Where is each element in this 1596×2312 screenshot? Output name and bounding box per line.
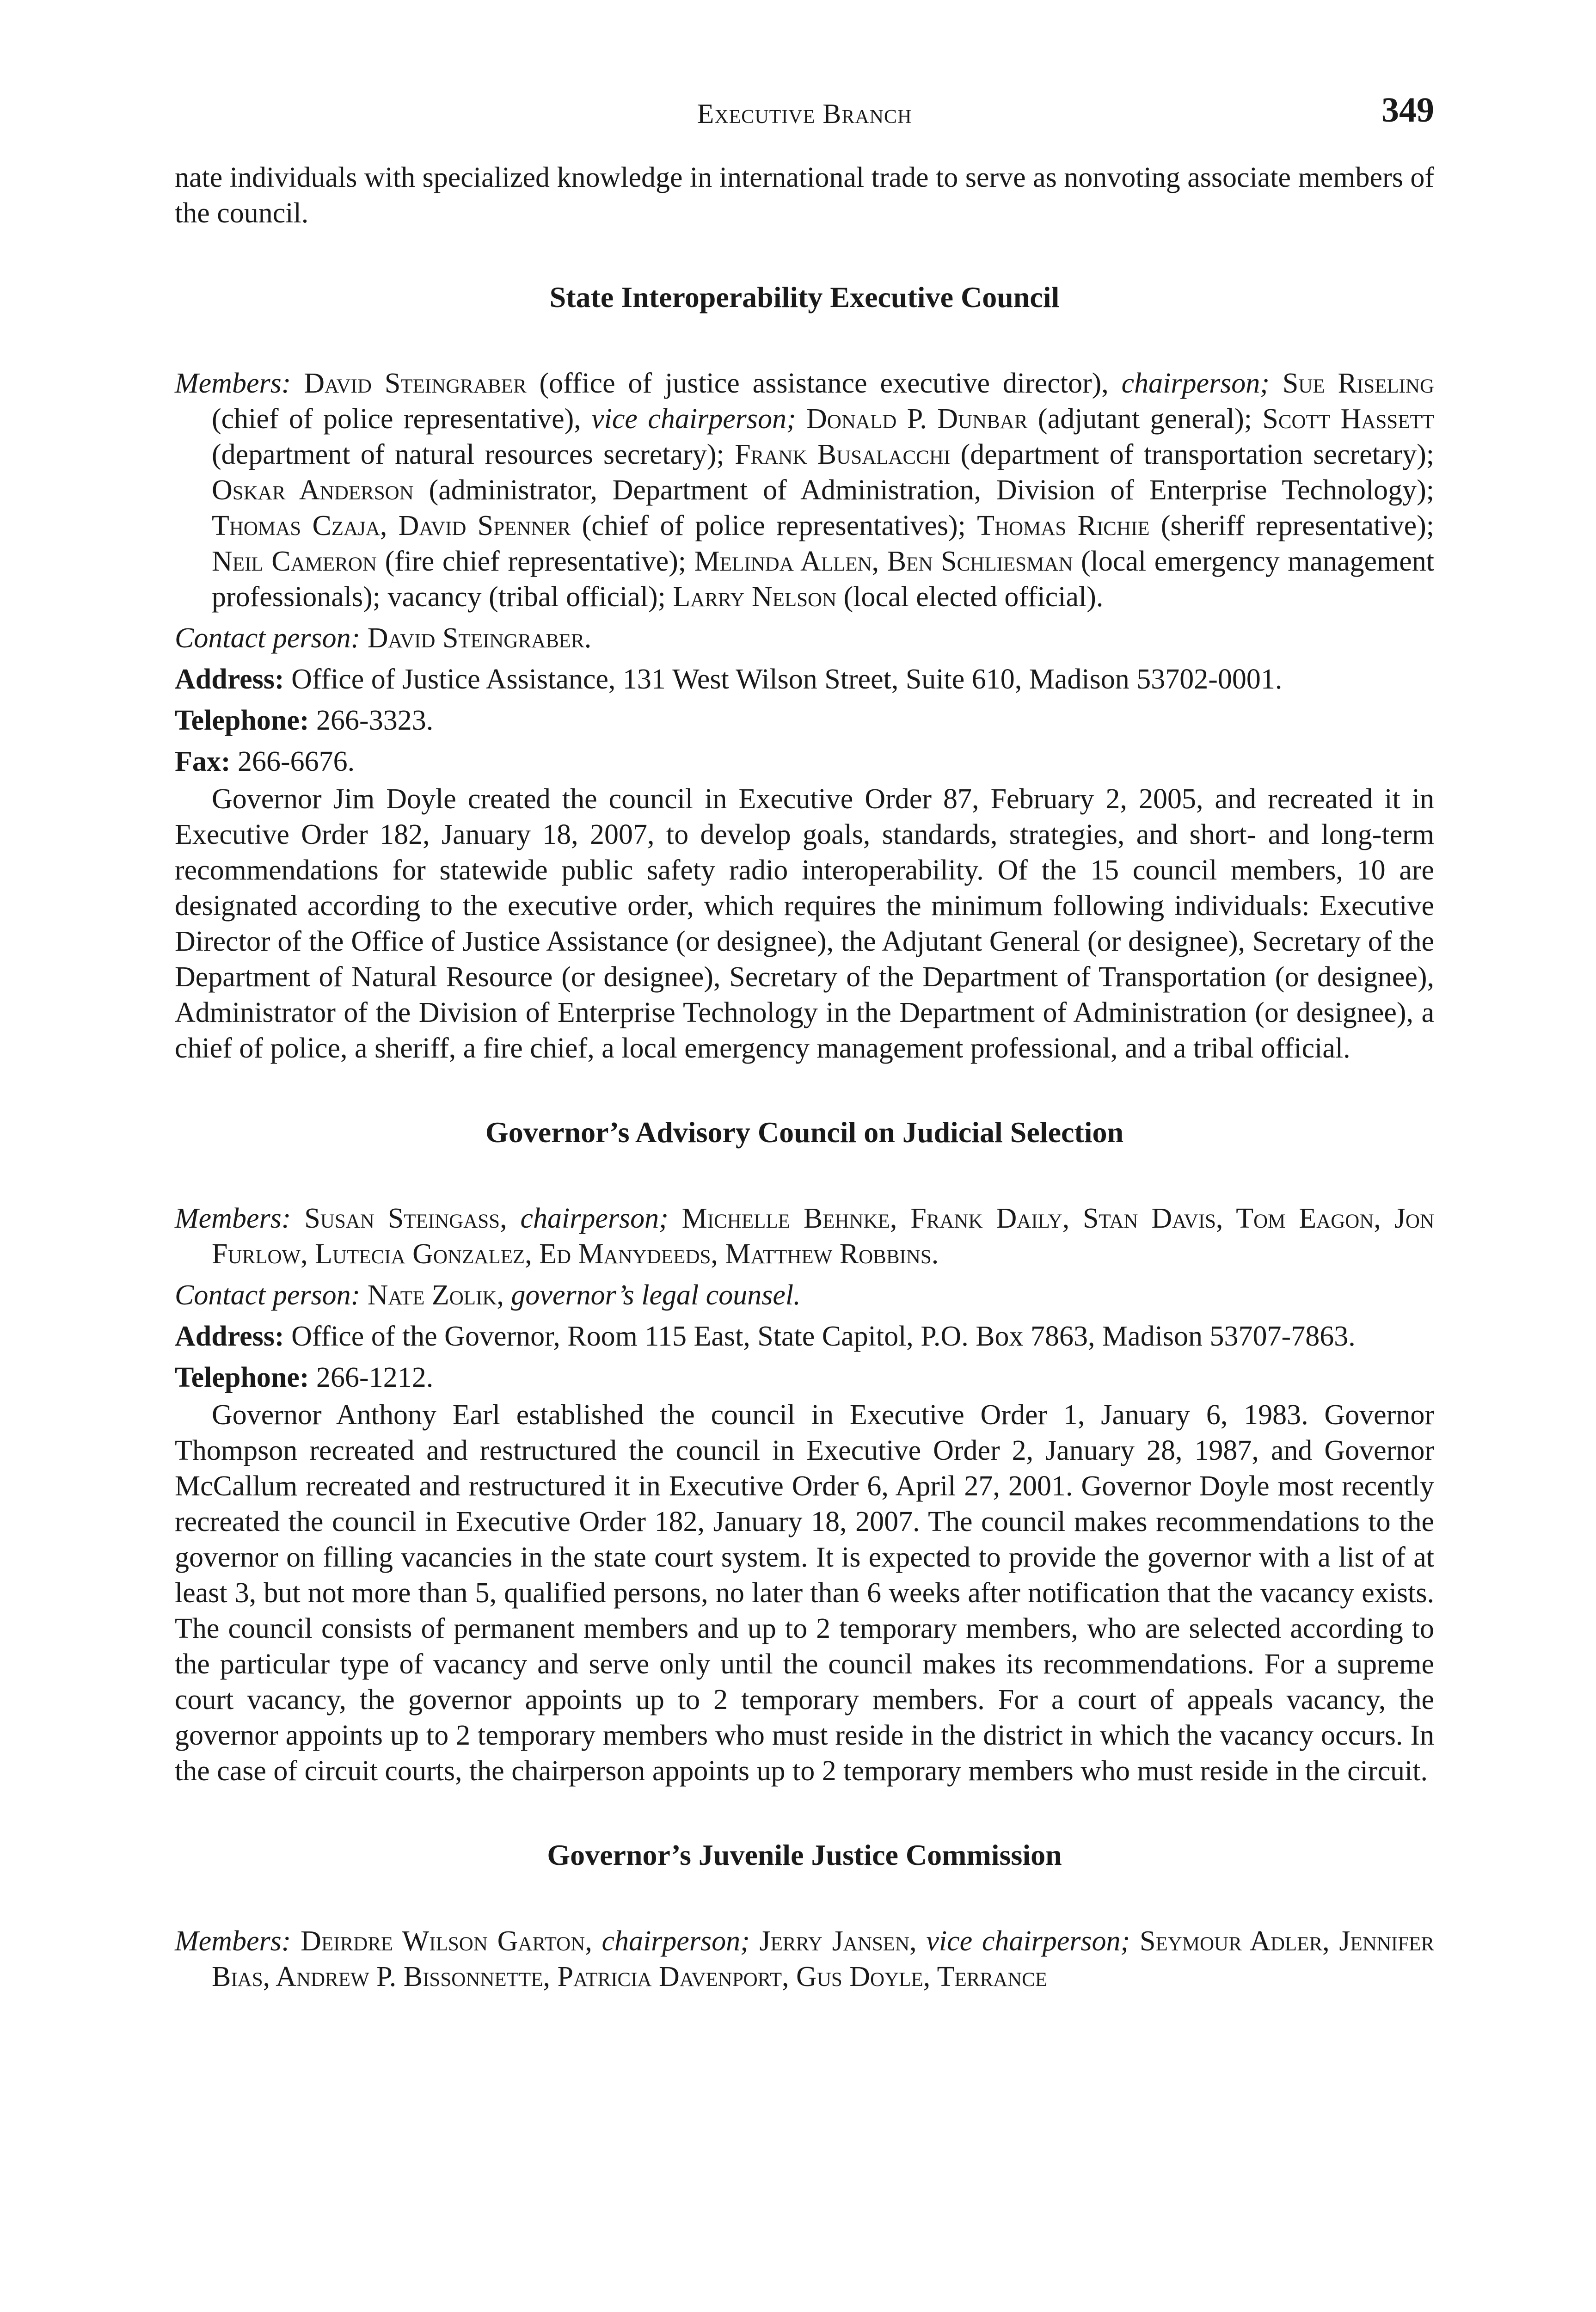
member-description: (chief of police representative),	[212, 403, 592, 435]
member-role: chairperson;	[602, 1925, 750, 1957]
members-label: Members:	[175, 1203, 291, 1234]
contact-title: governor’s legal counsel.	[511, 1279, 801, 1311]
contact-person	[175, 621, 1434, 656]
telephone	[175, 1360, 1434, 1396]
section-title: State Interoperability Executive Council	[549, 281, 1060, 314]
member-description: (local emergency management professionals); vacancy (tribal official);	[212, 546, 1434, 613]
member-name: Neil Cameron	[212, 546, 377, 577]
member-name: Seymour Adler, Jennifer Bias, Andrew P. Bissonnette, Patricia Davenport, Gus Doyle, Terrance	[212, 1925, 1435, 1992]
member-name: Deirdre Wilson Garton	[301, 1925, 585, 1957]
section-juvenile-justice	[175, 1837, 1434, 1995]
section-state-interoperability	[175, 279, 1434, 1066]
members-entries	[212, 1203, 1434, 1270]
member-role: vice chairperson;	[926, 1925, 1130, 1957]
member-name: Michelle Behnke, Frank Daily, Stan Davis, Tom Eagon, Jon Furlow, Lutecia Gonzalez, Ed Manydeeds, Matthew Robbins.	[212, 1203, 1434, 1270]
member-description: ,	[585, 1925, 602, 1957]
fax-label: Fax:	[175, 746, 231, 777]
member-description: (adjutant general);	[1027, 403, 1263, 435]
telephone-label: Telephone:	[175, 705, 309, 736]
member-role: chairperson;	[1121, 368, 1270, 399]
member-name: Sue Riseling	[1282, 368, 1435, 399]
section-title: Governor’s Juvenile Justice Commission	[547, 1839, 1062, 1871]
contact-name: Nate Zolik	[367, 1279, 497, 1311]
member-description: (local elected official).	[836, 581, 1104, 613]
member-name: Scott Hassett	[1262, 403, 1434, 435]
fax-value: 266-6676.	[238, 746, 355, 777]
document-page	[175, 92, 1434, 1995]
member-description: (department of natural resources secretary);	[212, 439, 735, 470]
members-list	[175, 366, 1434, 615]
page-header	[175, 92, 1434, 143]
members-list	[175, 1201, 1434, 1272]
member-description: (chief of police representatives);	[571, 510, 977, 541]
member-name: Larry Nelson	[673, 581, 837, 613]
member-name: Thomas Czaja, David Spenner	[212, 510, 571, 541]
telephone	[175, 703, 1434, 738]
section-body: Governor Jim Doyle created the council in Executive Order 87, February 2, 2005, and recreated it in Executive Order 182, January 18, 2007, to develop goals, standards, strategies, and short- and long-term recommendations for statewide public safety radio interoperability. Of the 15 council members, 10 are designated according to the executive order, which requires the minimum following individuals: Executive Director of the Office of Justice Assistance (or designee), the Adjutant General (or designee), Secretary of the Department of Natural Resource (or designee), Secretary of the Department of Transportation (or designee), Administrator of the Division of Enterprise Technology in the Department of Administration (or designee), a chief of police, a sheriff, a fire chief, a local emergency management professional, and a tribal official.	[175, 783, 1434, 1064]
member-description: (fire chief representative);	[376, 546, 694, 577]
member-name: Donald P. Dunbar	[806, 403, 1028, 435]
contact-person	[175, 1278, 1434, 1313]
member-description: (department of transportation secretary);	[950, 439, 1435, 470]
member-description: (office of justice assistance executive director),	[526, 368, 1122, 399]
member-description: (sheriff representative);	[1149, 510, 1434, 541]
intro-paragraph: nate individuals with specialized knowledge in international trade to serve as nonvoting associate members of the council.	[175, 162, 1434, 229]
members-label: Members:	[175, 1925, 291, 1957]
member-name: Frank Busalacchi	[735, 439, 951, 470]
member-description: ,	[500, 1203, 521, 1234]
address-label: Address:	[175, 664, 284, 695]
member-role: chairperson;	[520, 1203, 669, 1234]
member-name: Thomas Richie	[977, 510, 1150, 541]
telephone-value: 266-3323.	[316, 705, 434, 736]
members-entries	[212, 1925, 1434, 1992]
member-name: Jerry Jansen	[759, 1925, 910, 1957]
contact-name: David Steingraber.	[367, 622, 592, 654]
running-title: Executive Branch	[697, 98, 912, 129]
section-title: Governor’s Advisory Council on Judicial Selection	[485, 1116, 1124, 1149]
fax	[175, 744, 1434, 780]
member-role: vice chairperson;	[591, 403, 796, 435]
address	[175, 1319, 1434, 1354]
member-name: Susan Steingass	[304, 1203, 500, 1234]
address-value: Office of Justice Assistance, 131 West Wilson Street, Suite 610, Madison 53702-0001.	[291, 664, 1283, 695]
address-value: Office of the Governor, Room 115 East, State Capitol, P.O. Box 7863, Madison 53707-7863.	[291, 1321, 1356, 1352]
contact-separator: ,	[497, 1279, 511, 1311]
address-label: Address:	[175, 1321, 284, 1352]
contact-label: Contact person:	[175, 622, 361, 654]
section-judicial-selection	[175, 1114, 1434, 1789]
member-name: Melinda Allen, Ben Schliesman	[694, 546, 1073, 577]
members-label: Members:	[175, 368, 291, 399]
member-description: (administrator, Department of Administration, Division of Enterprise Technology);	[413, 474, 1434, 506]
member-name: Oskar Anderson	[212, 474, 414, 506]
members-entries	[212, 368, 1434, 613]
telephone-label: Telephone:	[175, 1362, 309, 1393]
telephone-value: 266-1212.	[316, 1362, 434, 1393]
address	[175, 662, 1434, 697]
members-list	[175, 1924, 1434, 1995]
page-number: 349	[1381, 91, 1434, 129]
member-description: ,	[909, 1925, 927, 1957]
contact-label: Contact person:	[175, 1279, 361, 1311]
member-name: David Steingraber	[304, 368, 527, 399]
section-body: Governor Anthony Earl established the council in Executive Order 1, January 6, 1983. Governor Thompson recreated and restructured the council in Executive Order 2, January 28, 1987, and Governor McCallum recreated and restructured it in Executive Order 6, April 27, 2001. Governor Doyle most recently recreated the council in Executive Order 182, January 18, 2007. The council makes recommendations to the governor on filling vacancies in the state court system. It is expected to provide the governor with a list of at least 3, but not more than 5, qualified persons, no later than 6 weeks after notification that the vacancy exists. The council consists of permanent members and up to 2 temporary members, who are selected according to the particular type of vacancy and serve only until the council makes its recommendations. For a supreme court vacancy, the governor appoints up to 2 temporary members. For a court of appeals vacancy, the governor appoints up to 2 temporary members who must reside in the district in which the vacancy occurs. In the case of circuit courts, the chairperson appoints up to 2 temporary members who must reside in the circuit.	[175, 1399, 1434, 1787]
